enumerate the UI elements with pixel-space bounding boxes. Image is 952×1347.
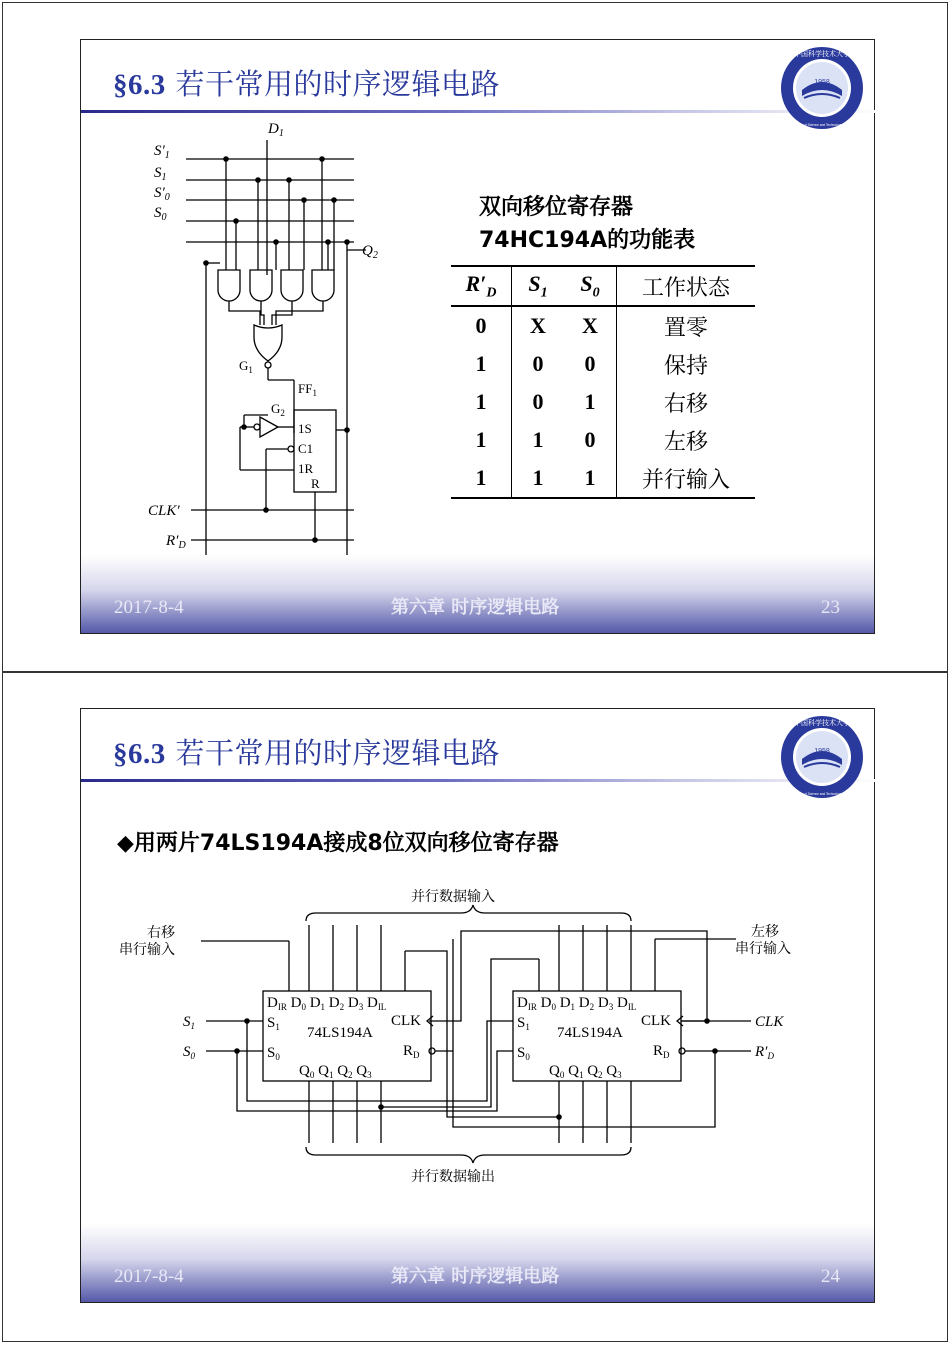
- section-number: §6.3: [113, 69, 166, 101]
- label-parallel-in: 并行数据输入: [411, 889, 495, 905]
- footer-date: 2017-8-4: [114, 597, 184, 618]
- label-S1-prime: $S'_1$: [154, 143, 170, 161]
- logo-year: 1958: [814, 79, 830, 86]
- title-underline: [81, 779, 881, 782]
- table-cell: 左移: [663, 429, 708, 455]
- label-ext-S1: $S_1$: [183, 1014, 195, 1031]
- chip2-pin-RD: $R_D$: [653, 1043, 670, 1060]
- label-D1: $D_1$: [268, 121, 284, 139]
- label-ext-RD: $R'_D$: [755, 1044, 774, 1061]
- table-cell: 0: [451, 306, 512, 345]
- chip1-name: 74LS194A: [307, 1025, 373, 1041]
- label-S0-prime: $S'_0$: [154, 185, 170, 203]
- function-table: [451, 265, 755, 499]
- shift-register-unit-circuit: [136, 115, 436, 555]
- table-row: [451, 421, 755, 459]
- table-title-line-2: 74HC194A的功能表: [479, 228, 696, 253]
- table-cell: 置零: [663, 315, 708, 341]
- chip1-pin-RD: $R_D$: [403, 1043, 420, 1060]
- table-cell: 右移: [663, 391, 708, 417]
- chip2-pin-S1: $S_1$: [517, 1015, 530, 1032]
- table-cell: 0: [564, 345, 617, 383]
- logo-year: 1958: [814, 748, 830, 755]
- label-FF1: $FF_1$: [298, 381, 317, 398]
- footer-page-number: 23: [821, 597, 840, 618]
- table-cell: X: [530, 313, 546, 338]
- logo-top-text: 中国科学技术大学: [794, 719, 850, 727]
- 8bit-shift-register-circuit: [111, 879, 851, 1199]
- table-cell: 1: [532, 427, 544, 452]
- slide-title: [113, 731, 500, 772]
- slide-footer: [81, 1224, 874, 1302]
- header-S0: $S_0$: [564, 266, 617, 306]
- slide-page-23: [2, 2, 948, 672]
- chip2-bottom-pins: $Q_0$ $Q_1$ $Q_2$ $Q_3$: [549, 1063, 622, 1080]
- chip1-top-pins: $D_{IR}$ $D_0$ $D_1$ $D_2$ $D_3$ $D_{IL}$: [267, 995, 387, 1012]
- footer-chapter: 第六章 时序逻辑电路: [391, 1266, 560, 1287]
- pin-1S: 1S: [298, 421, 312, 436]
- table-row: [451, 345, 755, 383]
- table-cell: 1: [564, 459, 617, 498]
- table-row: [451, 306, 755, 345]
- table-cell: 1: [564, 383, 617, 421]
- pin-C1: C1: [298, 441, 314, 456]
- table-cell: 1: [451, 345, 512, 383]
- table-cell: 0: [532, 351, 544, 376]
- logo-bottom-text: University of Science and Technology of China: [789, 123, 855, 127]
- table-cell: 1: [451, 383, 512, 421]
- bullet-text: ◆用两片74LS194A接成8位双向移位寄存器: [117, 831, 559, 856]
- header-S1: $S_1$: [512, 266, 565, 306]
- label-CLK-prime: CLK′: [148, 503, 180, 519]
- table-cell: 保持: [663, 353, 708, 379]
- slide-page-24: [2, 672, 948, 1342]
- university-logo: [778, 713, 866, 801]
- chip1-pin-CLK: CLK: [391, 1013, 421, 1029]
- label-ext-CLK: CLK: [755, 1014, 784, 1030]
- chip1-pin-S0: $S_0$: [267, 1045, 280, 1062]
- slide-title: [113, 62, 500, 103]
- label-parallel-out: 并行数据输出: [411, 1169, 495, 1185]
- table-cell: X: [564, 306, 617, 345]
- university-logo: [778, 44, 866, 132]
- chip2-pin-S0: $S_0$: [517, 1045, 530, 1062]
- footer-date: 2017-8-4: [114, 1266, 184, 1287]
- chip2-pin-CLK: CLK: [641, 1013, 671, 1029]
- label-S1: $S_1$: [154, 165, 167, 183]
- table-title-line-1: 双向移位寄存器: [479, 195, 634, 220]
- function-table-header: [451, 266, 755, 306]
- logo-bottom-text: University of Science and Technology of China: [789, 792, 855, 796]
- chip1-pin-S1: $S_1$: [267, 1015, 280, 1032]
- label-G2: $G_2$: [271, 401, 285, 418]
- footer-chapter: 第六章 时序逻辑电路: [391, 597, 560, 618]
- chip2-top-pins: $D_{IR}$ $D_0$ $D_1$ $D_2$ $D_3$ $D_{IL}$: [517, 995, 637, 1012]
- label-ext-S0: $S_0$: [183, 1044, 195, 1061]
- table-cell: 1: [451, 459, 512, 498]
- table-cell: 0: [532, 389, 544, 414]
- logo-top-text: 中国科学技术大学: [794, 50, 850, 58]
- label-S0: $S_0$: [154, 205, 167, 223]
- label-left-shift: 左移: [751, 924, 779, 940]
- chip2-name: 74LS194A: [557, 1025, 623, 1041]
- table-row: [451, 383, 755, 421]
- slide-footer: [81, 555, 874, 633]
- pin-R: R: [311, 476, 320, 491]
- table-cell: 0: [564, 421, 617, 459]
- section-title: 若干常用的时序逻辑电路: [175, 736, 500, 770]
- section-title: 若干常用的时序逻辑电路: [175, 67, 500, 101]
- pin-1R: 1R: [298, 461, 314, 476]
- label-right-shift: 右移: [147, 925, 175, 941]
- section-number: §6.3: [113, 738, 166, 770]
- table-cell: 1: [451, 421, 512, 459]
- slide-23: [80, 39, 875, 634]
- header-RD: $R'_D$: [451, 266, 512, 306]
- slide-24: [80, 708, 875, 1303]
- footer-page-number: 24: [821, 1266, 840, 1287]
- table-row: [451, 459, 755, 498]
- label-left-serial: 串行输入: [735, 941, 791, 957]
- label-G1: $G_1$: [239, 358, 253, 375]
- header-state: 工作状态: [617, 266, 756, 306]
- label-RD-prime: $R'_D$: [166, 533, 186, 551]
- table-cell: 并行输入: [617, 459, 756, 498]
- label-Q2: $Q_2$: [362, 243, 378, 261]
- label-right-serial: 串行输入: [119, 942, 175, 958]
- chip1-bottom-pins: $Q_0$ $Q_1$ $Q_2$ $Q_3$: [299, 1063, 372, 1080]
- title-underline: [81, 110, 881, 113]
- table-cell: 1: [512, 459, 565, 498]
